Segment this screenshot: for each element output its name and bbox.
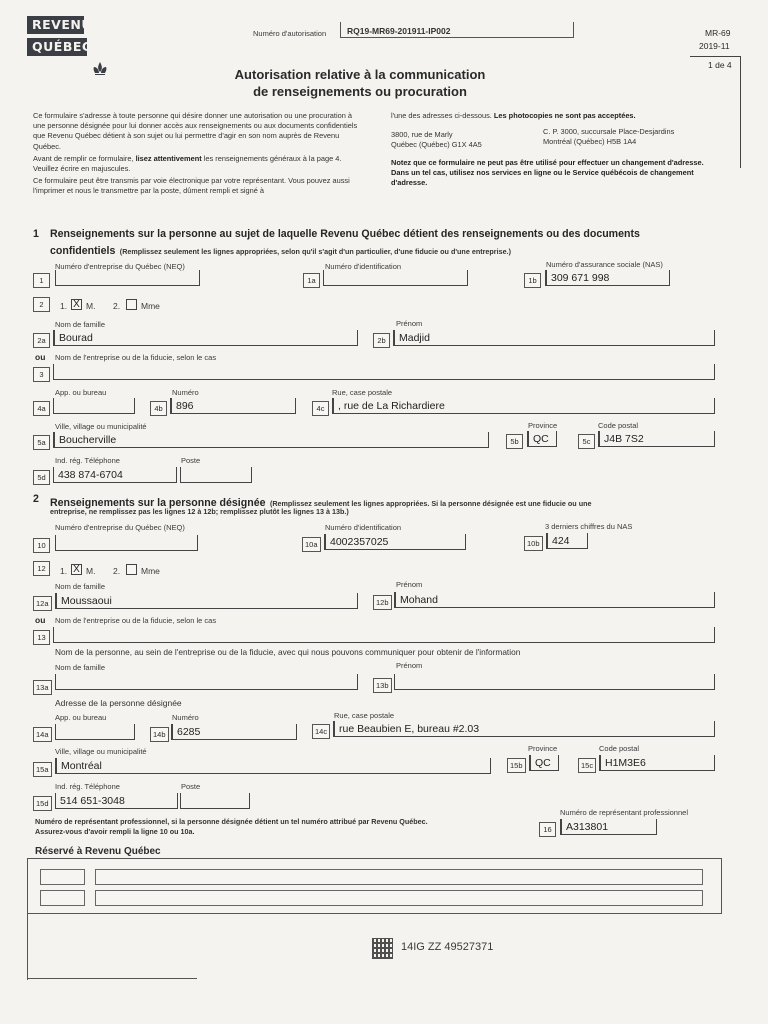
label-rep-number: Numéro de représentant professionnel [560,808,688,817]
form-page: REVENU QUÉBEC Numéro d'autorisation RQ19-MR69-201911-IP002 MR-69 2019-11 1 de 4 Autorisation relative à la communication de renseignements ou procuration Ce formulaire s'adresse à toute personne qui désire donner une autorisation ou une procuration à une personne désignée pour lui donner accès aux renseignements ou aux documents confidentiels que Revenu Québec détient à son sujet ou lui permettre d'agir en son nom auprès de Revenu Québec. Avant de remplir ce formulaire, lisez attentivement les renseignements généraux à la page 4. Veuillez écrire en majuscules. Ce formulaire peut être transmis par voie électronique par votre représentant. Vous pouvez aussi l'imprimer et nous le transmettre par la poste, dûment rempli et signé à l'une des adresses ci-dessous. Les photocopies ne sont pas acceptées. 3800, rue de Marly Québec (Québec) G1X 4A5 C. P. 3000, succursale Place-Desjardins Montréal (Québec) H5B 1A4 Notez que ce formulaire ne peut pas être utilisé pour effectuer un changement d'adresse. Dans un tel cas, utilisez nos services en ligne ou le Service québécois de changement d'adresse. 1 Renseignements sur la personne au sujet de laquelle Revenu Québec détient des renseignements ou des documents confidentiels (Remplissez seulement les lignes appropriées, selon qu'il s'agit d'un particulier, d'une fiducie ou d'une entreprise.) Numéro d'entreprise du Québec (NEQ) Numéro d'identification Numéro d'assurance sociale (NAS) 1 1a 1b 309 671 998 2 1. X M. 2. Mme Nom de famille Prénom 2a Bourad 2b Madjid ou Nom de l'entreprise ou de la fiducie, selon le cas 3 App. ou bureau Numéro Rue, case postale 4a 4b 896 4c , rue de La Richardiere Ville, village ou municipalité Province Code postal 5a Boucherville 5b QC 5c J4B 7S2 Ind. rég. Téléphone Poste 5d 438 874-6704 2 Renseignements sur la personne désignée (Remplissez seulement les lignes appropriées. Si la personne désignée est une fiducie ou une entreprise, ne remplissez pas les lignes 12 à 12b; remplissez plutôt les lignes 13 à 13b.) Numéro d'entreprise du Québec (NEQ) Numéro d'identification 3 derniers chiffres du NAS 10 10a 4002357025 10b 424 12 1. X M. 2. Mme Nom de famille Prénom 12a Moussaoui 12b Mohand ou Nom de l'entreprise ou de la fiducie, selon le cas 13 Nom de la personne, au sein de l'entreprise ou de la fiducie, avec qui nous pouvons communiquer pour obtenir de l'information Nom de famille Prénom 13a 13b Adresse de la personne désignée App. ou bureau Numéro Rue, case postale 14a 14b 6285 14c rue Beaubien E, bureau #2.03 Ville, village ou municipalité Province Code postal 15a Montréal 15b QC 15c H1M3E6 Ind. rég. Téléphone Poste 15d 514 651-3048 Numéro de représentant professionnel Numéro de représentant professionnel, si la personne désignée détient un tel numéro attribué par Revenu Québec. Assurez-vous d'avoir rempli la ligne 10 ou 10a. 16 A313801 Réservé à Revenu Québec 14IG ZZ 49527371 [0,0,768,1024]
city-field[interactable]: Boucherville [53,432,489,448]
contact-last-name-field[interactable] [55,674,358,690]
auth-label: Numéro d'autorisation [253,29,327,38]
section1-number: 1 [33,228,39,240]
street-field[interactable]: , rue de La Richardiere [332,398,715,414]
designee-city-field[interactable]: Montréal [55,758,491,774]
fleur-de-lis-icon [93,62,107,78]
line-2-number: 2 [33,297,50,312]
designee-province-field[interactable]: QC [529,755,559,771]
phone-field[interactable]: 438 874-6704 [53,467,177,483]
revenu-quebec-logo [27,16,113,80]
id-field[interactable] [323,270,468,286]
designee-checkbox-m[interactable]: X [71,564,82,575]
label-prenom: Prénom [396,319,423,328]
line-4a-number: 4a [33,401,50,416]
intro-paragraph-3: Ce formulaire peut être transmis par voie électronique par votre représentant. Vous pouvez aussi l'imprimer et nous le transmettre par la poste, dûment rempli et signé à [33,176,350,196]
line-12a-number: 12a [33,596,52,611]
line-13a-number: 13a [33,680,52,695]
designee-street-number-field[interactable]: 6285 [171,724,297,740]
designee-postal-code-field[interactable]: H1M3E6 [599,755,715,771]
designee-company-field[interactable] [53,627,715,643]
line-15c-number: 15c [578,758,596,773]
line-14c-number: 14c [312,724,330,739]
address-montreal: C. P. 3000, succursale Place-Desjardins Montréal (Québec) H5B 1A4 [543,127,675,147]
line-5b-number: 5b [506,434,523,449]
line-15b-number: 15b [507,758,526,773]
intro-paragraph-2: Avant de remplir ce formulaire, lisez attentivement les renseignements généraux à la page 4. Veuillez écrire en majuscules. [33,153,342,174]
designee-apt-field[interactable] [55,724,135,740]
reserved-cell [40,869,85,885]
address-change-note: Notez que ce formulaire ne peut pas être utilisé pour effectuer un changement d'adresse. Dans un tel cas, utilisez nos services en ligne ou le Service québécois de changement d'adresse. [391,158,704,188]
line-14b-number: 14b [150,727,169,742]
line-5a-number: 5a [33,435,50,450]
line-10b-number: 10b [524,536,543,551]
right-edge-line [740,56,741,168]
logo-line1: REVENU [27,16,84,34]
section1-title-line2: confidentiels (Remplissez seulement les lignes appropriées, selon qu'il s'agit d'un particulier, d'une fiducie ou d'une entreprise.) [50,245,511,257]
company-name-field[interactable] [53,364,715,380]
label-neq: Numéro d'entreprise du Québec (NEQ) [55,262,185,271]
reserved-cell [40,890,85,906]
section1-title: Renseignements sur la personne au sujet de laquelle Revenu Québec détient des renseignements ou des documents [50,228,640,240]
label-id: Numéro d'identification [325,262,402,271]
auth-number-field[interactable]: RQ19-MR69-201911-IP002 [340,22,574,38]
extension-field[interactable] [180,467,252,483]
line-1-number: 1 [33,273,50,288]
line-2b-number: 2b [373,333,390,348]
form-title: Autorisation relative à la communication de renseignements ou procuration [234,67,486,99]
line-12-number: 12 [33,561,50,576]
reserved-title: Réservé à Revenu Québec [35,846,161,857]
contact-first-name-field[interactable] [394,674,715,690]
label-contact: Nom de la personne, au sein de l'entreprise ou de la fiducie, avec qui nous pouvons communiquer pour obtenir de l'information [55,647,521,657]
intro-right-line: l'une des adresses ci-dessous. Les photocopies ne sont pas acceptées. [391,111,636,120]
first-name-field[interactable]: Madjid [393,330,715,346]
label-designee-address: Adresse de la personne désignée [55,698,182,708]
form-code: MR-69 [705,28,731,38]
nas-field[interactable]: 309 671 998 [545,270,670,286]
corner-line [690,56,741,57]
line-14a-number: 14a [33,727,52,742]
designee-first-name-field[interactable]: Mohand [394,592,715,608]
line-13b-number: 13b [373,678,392,693]
designee-phone-field[interactable]: 514 651-3048 [55,793,178,809]
line-4b-number: 4b [150,401,167,416]
reserved-cell [95,890,703,906]
line-10-number: 10 [33,538,50,553]
section2-subtitle: entreprise, ne remplissez pas les lignes 12 à 12b; remplissez plutôt les lignes 13 à 13b.) [50,507,349,516]
line-5d-number: 5d [33,470,50,485]
province-field[interactable]: QC [527,431,557,447]
intro-paragraph-1: Ce formulaire s'adresse à toute personne qui désire donner une autorisation ou une procuration à une personne désignée pour lui donner accès aux renseignements ou aux documents confidentiels que Revenu Québec détient à son sujet ou lui permettre d'agir en son nom auprès de Revenu Québec. [33,111,358,151]
designee-extension-field[interactable] [180,793,250,809]
line-1b-number: 1b [524,273,541,288]
designee-street-field[interactable]: rue Beaubien E, bureau #2.03 [333,721,715,737]
designee-checkbox-mme[interactable] [126,564,137,575]
label-entreprise: Nom de l'entreprise ou de la fiducie, selon le cas [55,353,217,362]
line-12b-number: 12b [373,595,392,610]
line-4c-number: 4c [312,401,329,416]
line-2a-number: 2a [33,333,50,348]
logo-line2: QUÉBEC [27,38,87,56]
barcode-text: 14IG ZZ 49527371 [401,941,494,953]
line-5c-number: 5c [578,434,595,449]
address-quebec: 3800, rue de Marly Québec (Québec) G1X 4A5 [391,130,482,150]
line-15a-number: 15a [33,762,52,777]
form-date: 2019-11 [699,41,730,51]
label-nas: Numéro d'assurance sociale (NAS) [546,260,663,269]
street-number-field[interactable]: 896 [170,398,296,414]
page-number: 1 de 4 [708,60,732,70]
checkbox-mme[interactable] [126,299,137,310]
intro-left [33,111,363,197]
bottom-line [27,978,197,979]
postal-code-field[interactable]: J4B 7S2 [598,431,715,447]
checkbox-m[interactable]: X [71,299,82,310]
designee-last-name-field[interactable]: Moussaoui [55,593,358,609]
line-13-number: 13 [33,630,50,645]
datamatrix-barcode-icon [372,938,393,959]
last-name-field[interactable]: Bourad [53,330,358,346]
reserved-cell [95,869,703,885]
rep-note: Numéro de représentant professionnel, si la personne désignée détient un tel numéro attribué par Revenu Québec. Assurez-vous d'avoir rempli la ligne 10 ou 10a. [35,817,428,836]
rep-number-field[interactable]: A313801 [560,819,657,835]
intro-right [391,111,721,121]
designee-nas3-field[interactable]: 424 [546,533,588,549]
line-16-number: 16 [539,822,556,837]
designee-neq-field[interactable] [55,535,198,551]
section2-title: Renseignements sur la personne désignée (Remplissez seulement les lignes appropriées. Si la personne désignée est une fiducie ou une [50,497,592,509]
line-3-number: 3 [33,367,50,382]
left-edge-line [27,914,28,980]
reserved-box [27,858,722,914]
line-1a-number: 1a [303,273,320,288]
apt-field[interactable] [53,398,135,414]
line-15d-number: 15d [33,796,52,811]
line-10a-number: 10a [302,537,321,552]
designee-id-field[interactable]: 4002357025 [324,534,466,550]
section2-number: 2 [33,493,39,505]
neq-field[interactable] [55,270,200,286]
label-nom: Nom de famille [55,320,106,329]
